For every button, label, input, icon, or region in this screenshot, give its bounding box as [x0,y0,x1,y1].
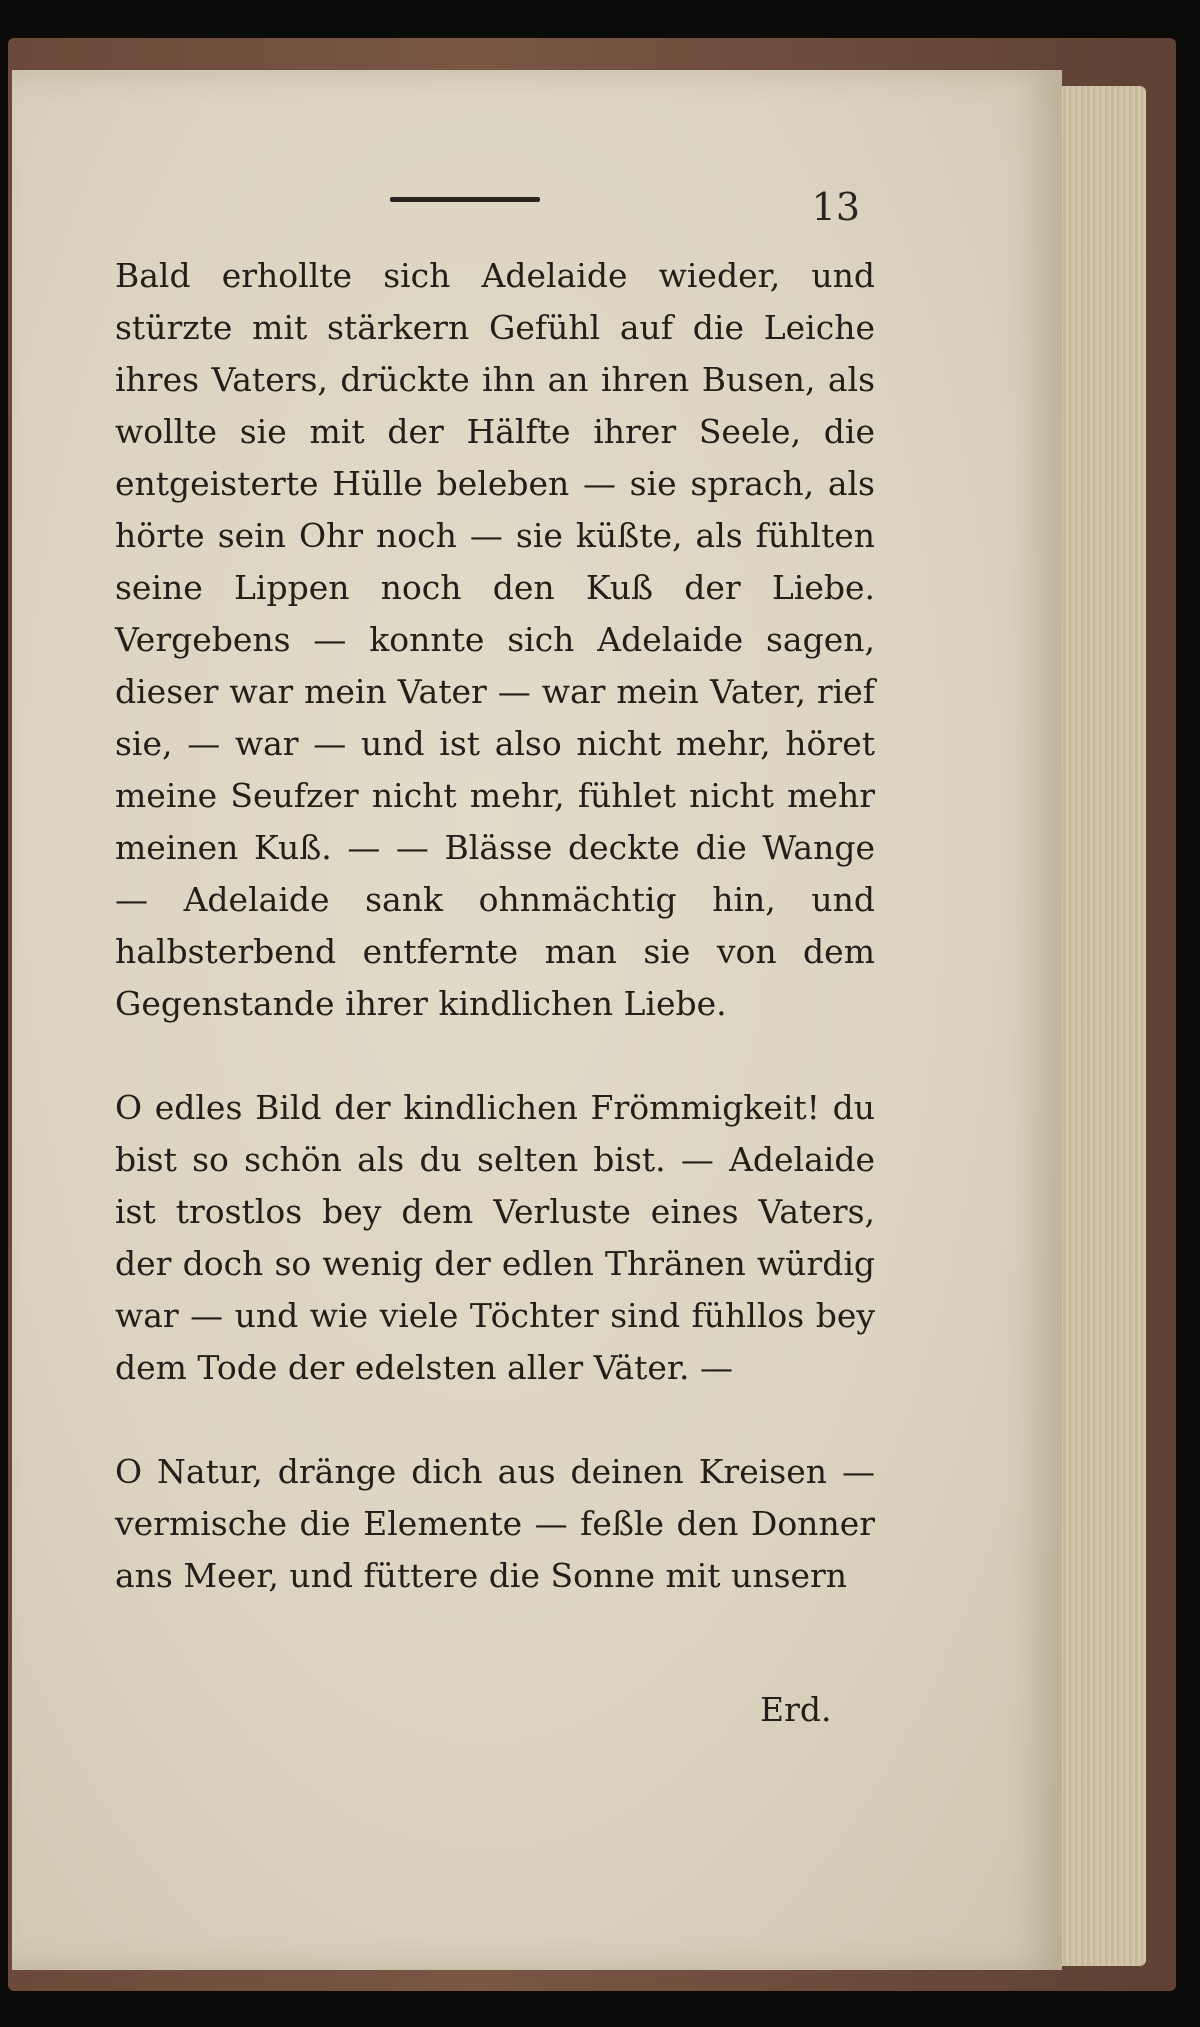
page-header [370,115,860,229]
catchword: Erd. [760,1690,832,1729]
paragraph-1: Bald erhollte sich Adelaide wieder, und stürzte mit stärkern Gefühl auf die Leiche ihres Vaters, drückte ihn an ihren Busen, als wollte sie mit der Hälfte ihrer Seele, die entgeisterte Hülle beleben — sie sprach, als hörte sein Ohr noch — sie küßte, als fühlten seine Lippen noch den Kuß der Liebe. Vergebens — konnte sich Adelaide sagen, dieser war mein Vater — war mein Vater, rief sie, — war — und ist also nicht mehr, höret meine Seufzer nicht mehr, fühlet nicht mehr meinen Kuß. — — Blässe deckte die Wange — Adelaide sank ohnmächtig hin, und halbsterbend entfernte man sie von dem Gegenstande ihrer kindlichen Liebe. [115,256,875,1023]
page-number: 13 [811,185,860,229]
page-edges [1060,86,1146,1966]
paragraph-3: O Natur, dränge dich aus deinen Kreisen — vermische die Elemente — feßle den Donner ans Meer, und füttere die Sonne mit unsern [115,1452,875,1595]
paragraph-2: O edles Bild der kindlichen Frömmigkeit! du bist so schön als du selten bist. — Adelaide ist trostlos bey dem Verluste eines Vaters, der doch so wenig der edlen Thränen würdig war — und wie viele Töchter sind fühllos bey dem Tode der edelsten aller Väter. — [115,1088,875,1387]
page-text [115,250,875,1654]
header-rule [390,197,540,202]
